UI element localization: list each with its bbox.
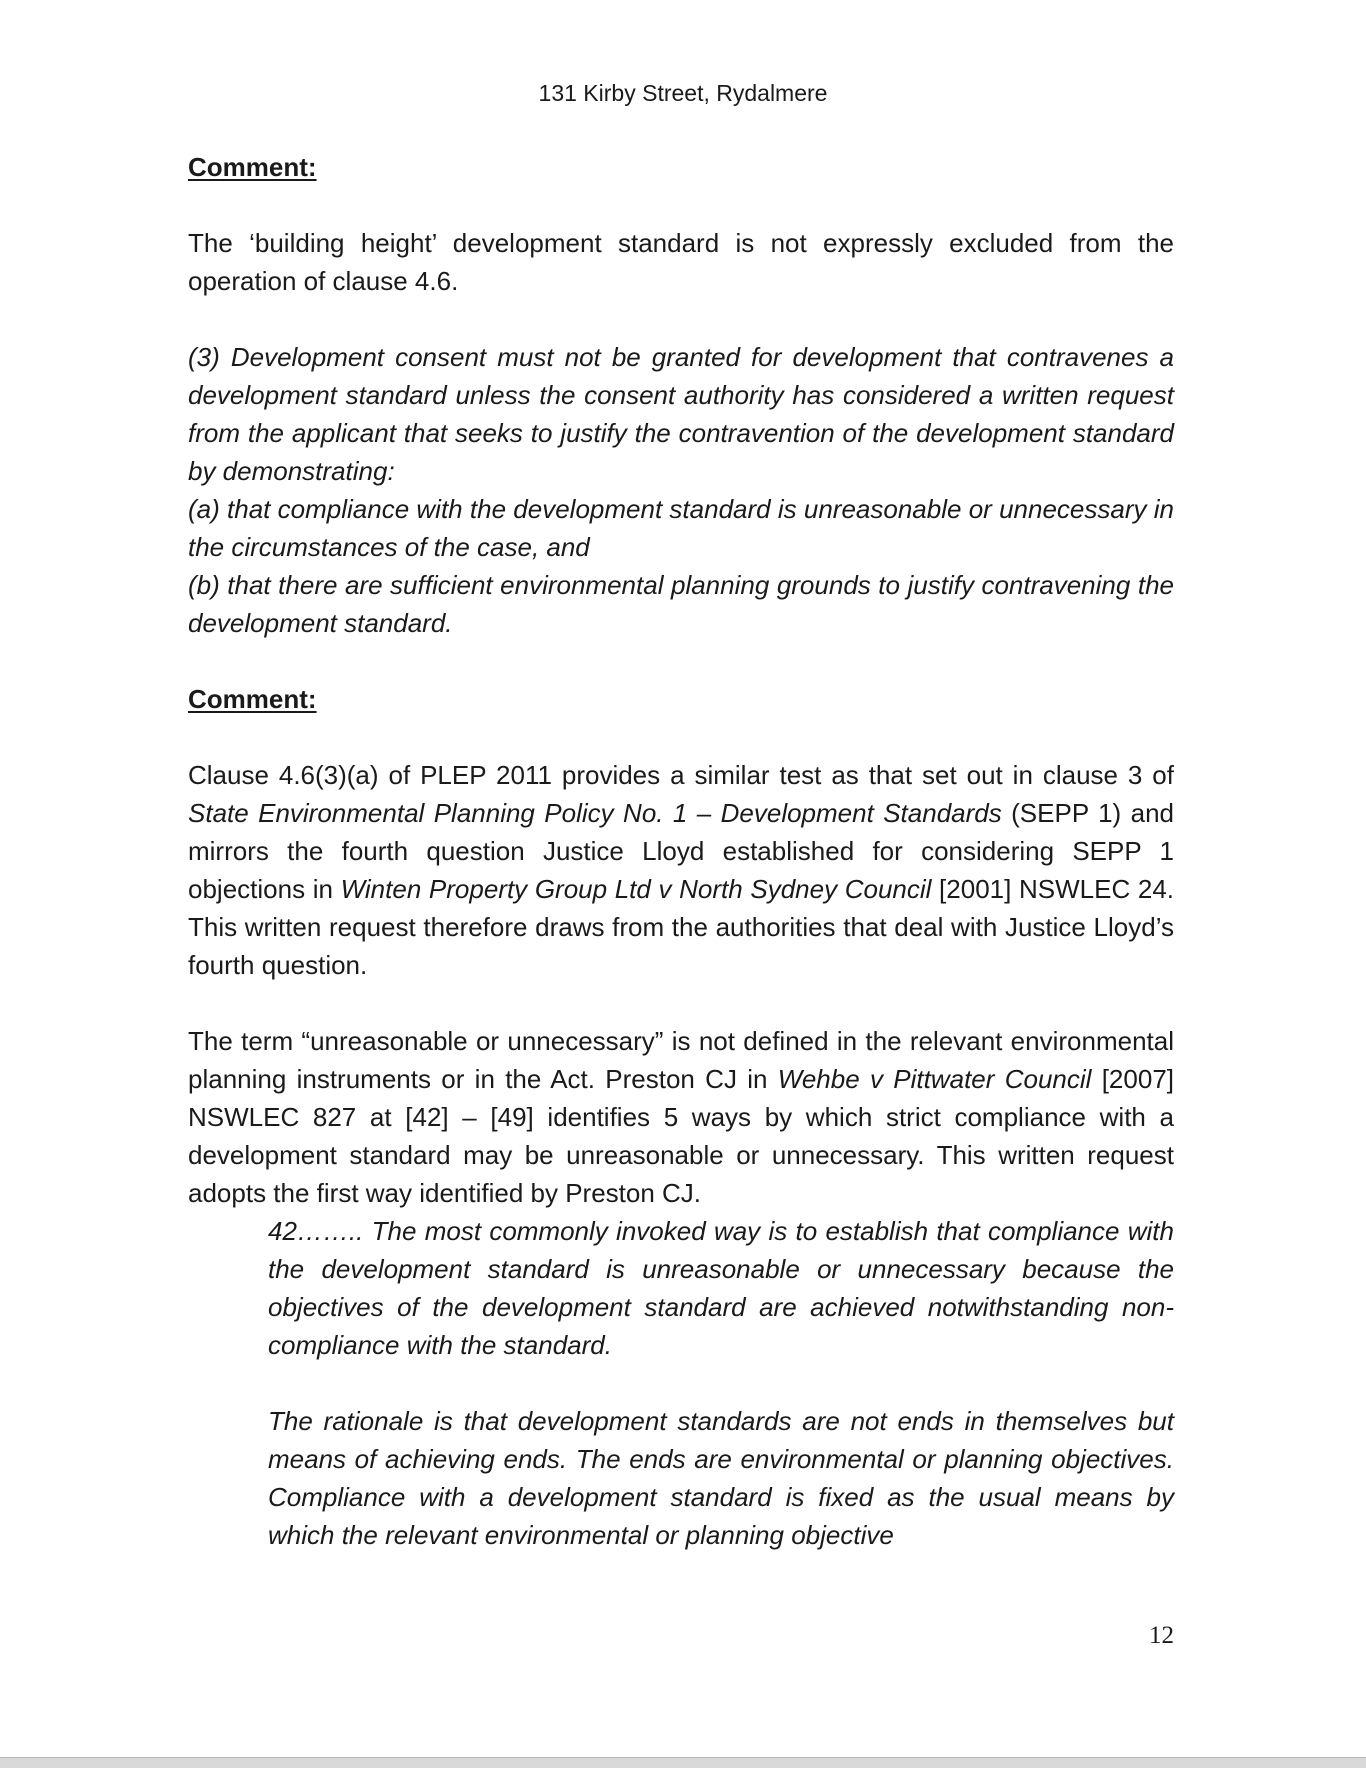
paragraph-clause-4-6 xyxy=(188,756,1174,984)
paragraph-gap xyxy=(188,718,1174,756)
block-quote-42: 42…….. The most commonly invoked way is to establish that compliance with the development standard is unreasonable or unnecessary because the objectives of the development standard are achieved notwithstanding non-compliance with the standard. xyxy=(268,1216,1174,1360)
comment-heading: Comment: xyxy=(188,152,317,182)
paragraph-building-height: The ‘building height’ development standard is not expressly excluded from the operation of clause 4.6. xyxy=(188,228,1174,296)
sepp-title: State Environmental Planning Policy No. 1 – Development Standards xyxy=(188,798,1002,828)
text-run: Clause 4.6(3)(a) of PLEP 2011 provides a similar test as that set out in clause 3 of xyxy=(188,760,1174,790)
text-run: The term “unreasonable or unnecessary” is not defined in the relevant environmental planning instruments or in the Act. Preston CJ in xyxy=(188,1026,1174,1094)
text-run: [2001] NSWLEC 24. This written request therefore draws from the authorities that deal with Justice Lloyd’s fourth question. xyxy=(188,874,1174,980)
paragraph-gap xyxy=(188,186,1174,224)
text-run: [2007] NSWLEC 827 at [42] – [49] identifies 5 ways by which strict compliance with a development standard may be unreasonable or unnecessary. This written request adopts the first way identified by Preston CJ. xyxy=(188,1064,1174,1208)
clause-3b-text: (b) that there are sufficient environmental planning grounds to justify contravening the development standard. xyxy=(188,570,1174,638)
paragraph-gap xyxy=(188,984,1174,1022)
comment-heading: Comment: xyxy=(188,684,317,714)
case-name-wehbe: Wehbe v Pittwater Council xyxy=(777,1064,1092,1094)
paragraph-gap xyxy=(188,642,1174,680)
clause-3a-text: (a) that compliance with the development standard is unreasonable or unnecessary in the circumstances of the case, and xyxy=(188,494,1174,562)
paragraph-gap xyxy=(188,1364,1174,1402)
case-name-winten: Winten Property Group Ltd v North Sydney Council xyxy=(340,874,932,904)
page-number: 12 xyxy=(1149,1622,1174,1649)
paragraph-gap xyxy=(188,300,1174,338)
document-body xyxy=(188,148,1174,1554)
clause-3-text: (3) Development consent must not be granted for development that contravenes a development standard unless the consent authority has considered a written request from the applicant that seeks to justify the contravention of the development standard by demonstrating: xyxy=(188,342,1174,486)
page-header: 131 Kirby Street, Rydalmere xyxy=(538,80,828,106)
text-run: (SEPP 1) and mirrors the fourth question Justice Lloyd established for considering SEPP 1 objections in xyxy=(188,798,1174,904)
page-bottom-edge xyxy=(0,1757,1366,1768)
paragraph-unreasonable xyxy=(188,1022,1174,1212)
block-quote-rationale: The rationale is that development standards are not ends in themselves but means of achieving ends. The ends are environmental or planning objectives. Compliance with a development standard is fixed as the usual means by which the relevant environmental or planning objective xyxy=(268,1406,1174,1550)
